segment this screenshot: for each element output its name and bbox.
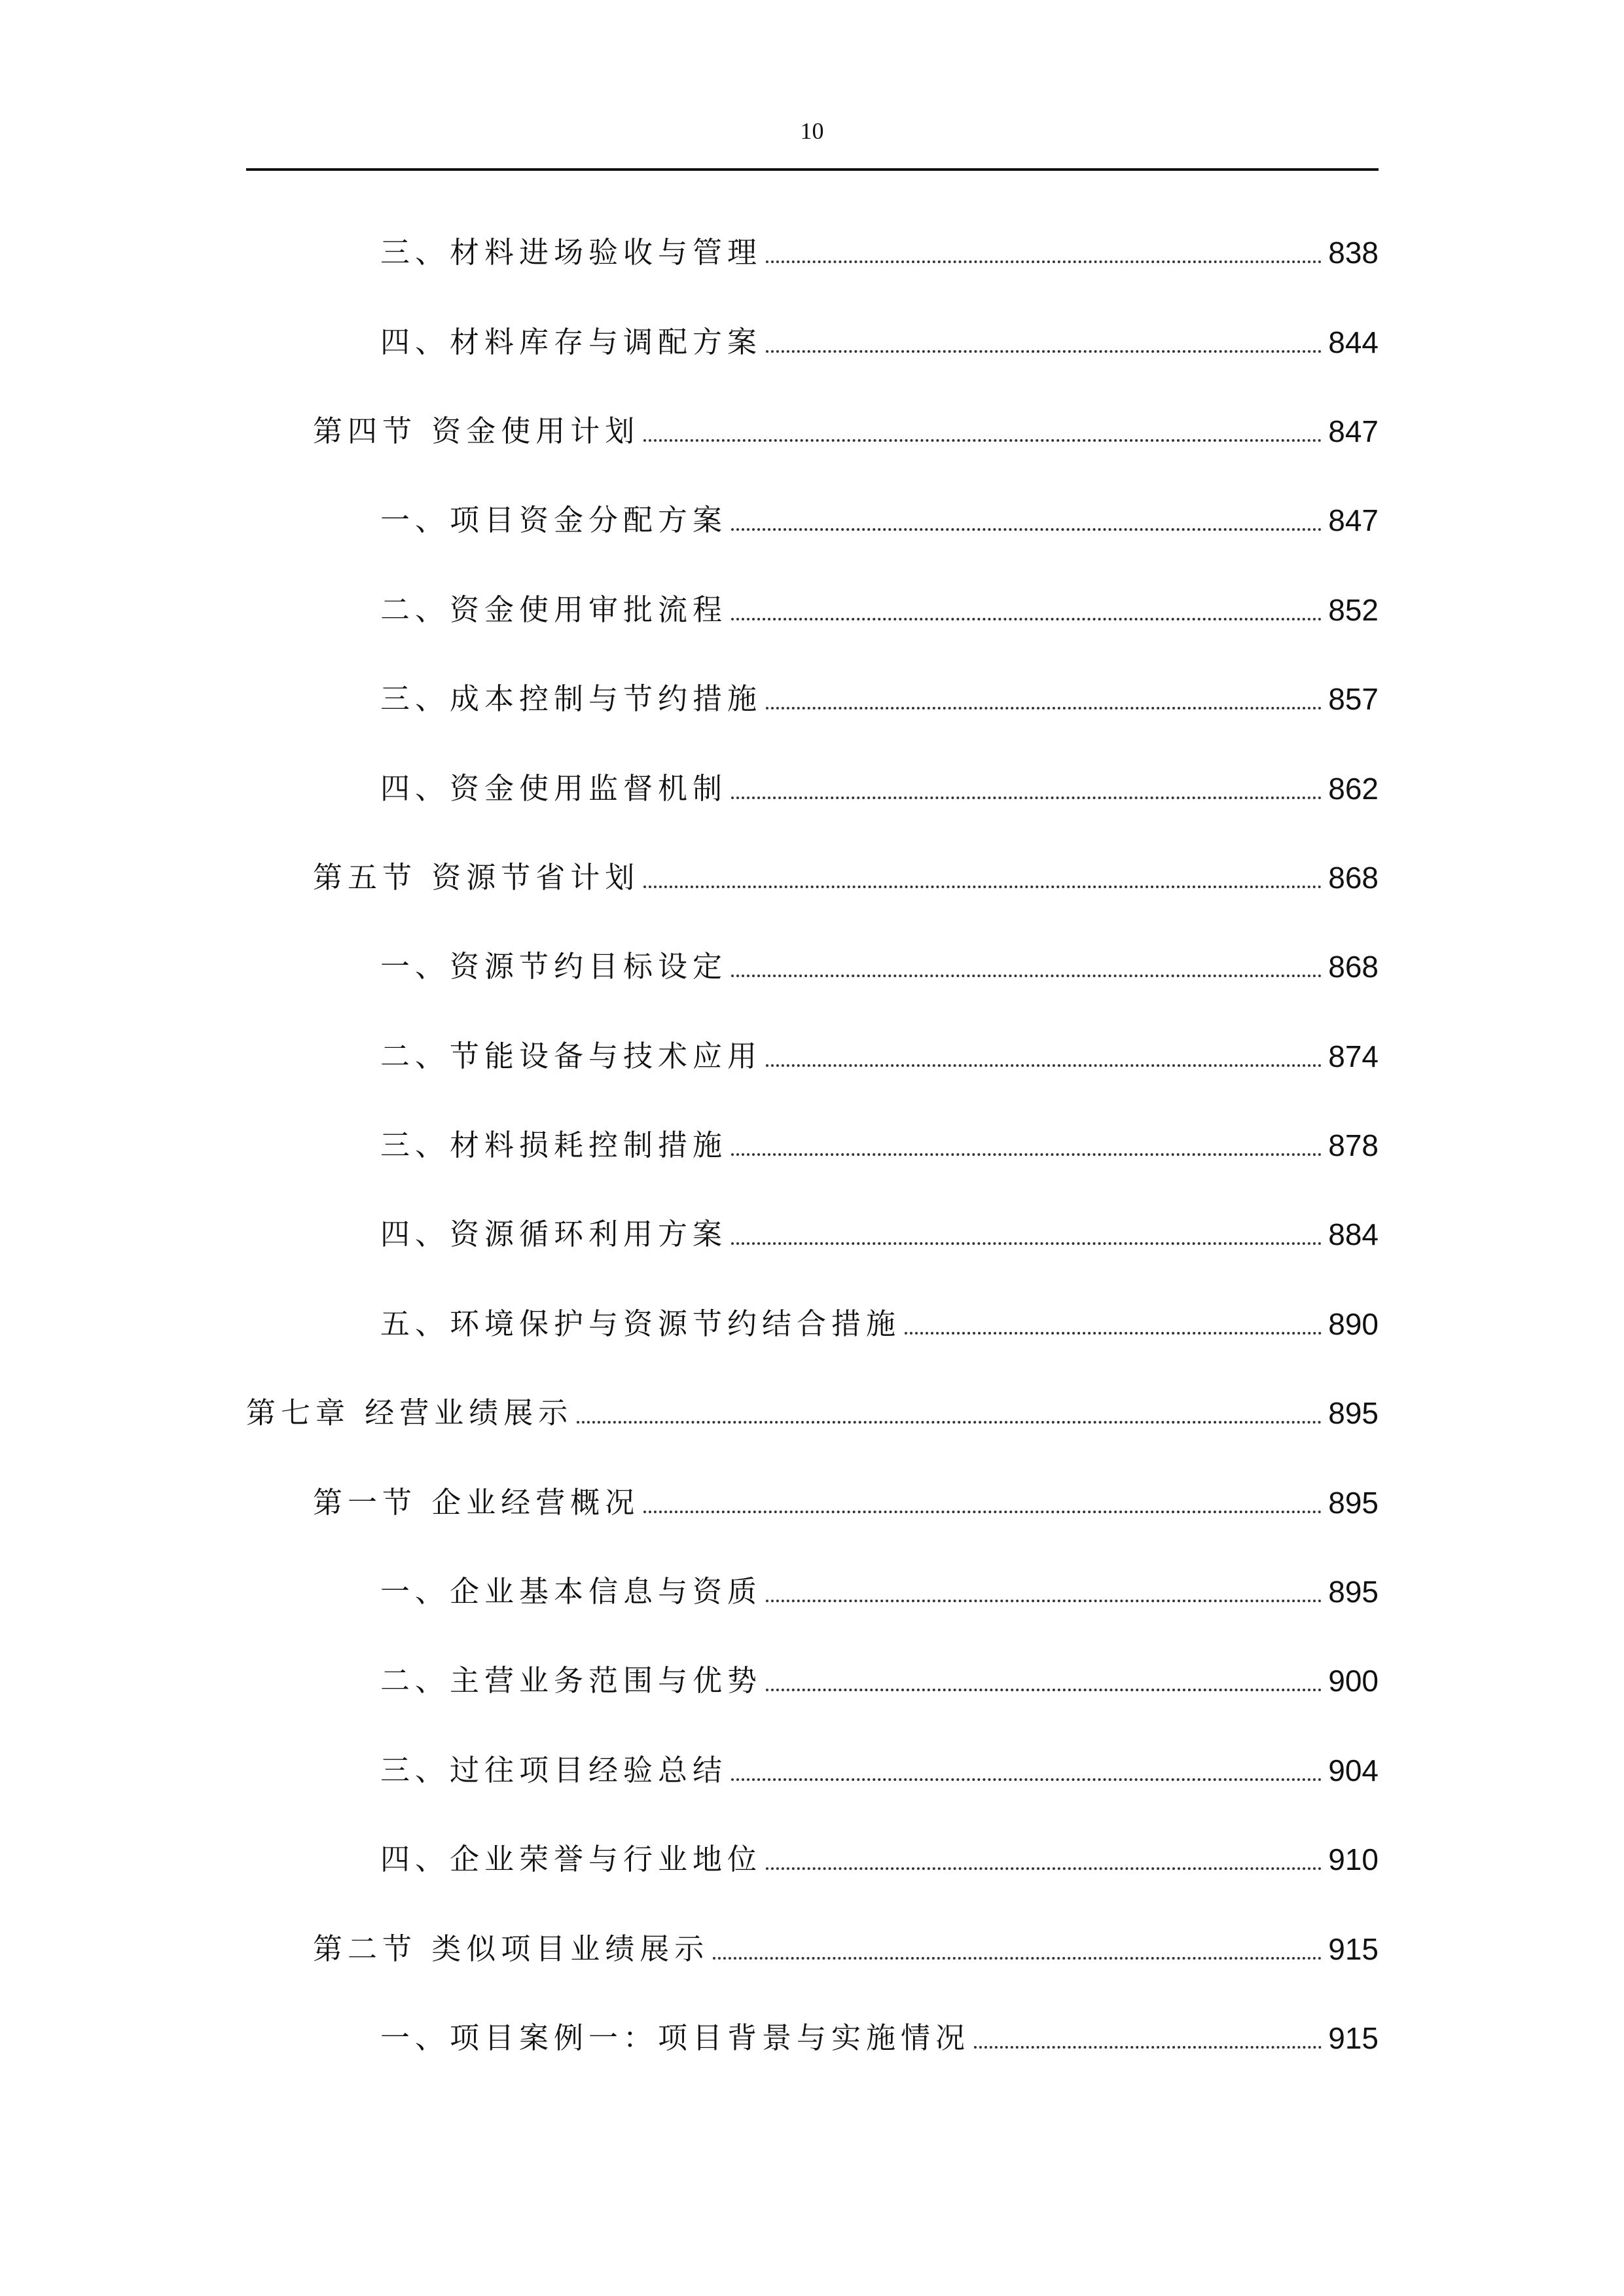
toc-entry-title: 三、成本控制与节约措施 [380, 681, 763, 717]
toc-entry-title: 四、材料库存与调配方案 [380, 324, 763, 359]
toc-entry-page: 900 [1328, 1664, 1379, 1698]
toc-entry-page: 895 [1328, 1575, 1379, 1609]
toc-dot-leader [766, 350, 1322, 353]
toc-dot-leader [766, 707, 1322, 709]
toc-dot-leader [905, 1332, 1322, 1335]
toc-entry-title: 三、过往项目经验总结 [380, 1752, 728, 1787]
toc-entry[interactable] [246, 1904, 1379, 1993]
toc-entry[interactable] [246, 208, 1379, 297]
toc-entry-page: 838 [1328, 236, 1379, 270]
toc-entry[interactable] [246, 1280, 1379, 1369]
toc-entry-page: 910 [1328, 1842, 1379, 1877]
toc-entry[interactable] [246, 1369, 1379, 1458]
toc-dot-leader [731, 618, 1322, 620]
toc-entry[interactable] [246, 476, 1379, 565]
toc-dot-leader [766, 1689, 1322, 1691]
toc-entry[interactable] [246, 1994, 1379, 2083]
toc-entry-page: 915 [1328, 2021, 1379, 2055]
toc-entry[interactable] [246, 387, 1379, 476]
toc-entry-title: 第七章 经营业绩展示 [246, 1395, 573, 1431]
toc-entry-title: 一、项目案例一：项目背景与实施情况 [380, 2020, 971, 2055]
toc-entry[interactable] [246, 922, 1379, 1011]
toc-entry-page: 847 [1328, 414, 1379, 448]
toc-dot-leader [643, 1511, 1322, 1513]
toc-entry-title: 一、企业基本信息与资质 [380, 1574, 763, 1609]
header-rule [246, 168, 1379, 171]
toc-entry[interactable] [246, 1636, 1379, 1725]
toc-entry-page: 904 [1328, 1753, 1379, 1787]
toc-entry-page: 862 [1328, 771, 1379, 806]
toc-entry-page: 868 [1328, 860, 1379, 895]
toc-entry-page: 915 [1328, 1931, 1379, 1966]
toc-entry[interactable] [246, 1726, 1379, 1815]
toc-entry-page: 890 [1328, 1306, 1379, 1341]
toc-entry-title: 一、项目资金分配方案 [380, 503, 728, 538]
toc-entry[interactable] [246, 1547, 1379, 1636]
toc-entry-page: 852 [1328, 592, 1379, 627]
toc-dot-leader [731, 797, 1322, 799]
toc-entry[interactable] [246, 1458, 1379, 1547]
toc-entry[interactable] [246, 1101, 1379, 1190]
toc-dot-leader [766, 1600, 1322, 1602]
toc-dot-leader [766, 1867, 1322, 1870]
toc-entry-title: 三、材料损耗控制措施 [380, 1128, 728, 1163]
toc-entry-title: 五、环境保护与资源节约结合措施 [380, 1306, 901, 1341]
toc-entry-page: 895 [1328, 1485, 1379, 1520]
toc-entry-title: 第四节 资金使用计划 [313, 413, 640, 448]
toc-entry-page: 844 [1328, 325, 1379, 359]
toc-dot-leader [731, 975, 1322, 977]
toc-entry[interactable] [246, 1190, 1379, 1279]
toc-entry-title: 第五节 资源节省计划 [313, 859, 640, 895]
toc-entry-title: 四、资源循环利用方案 [380, 1217, 728, 1252]
toc-entry-title: 一、资源节约目标设定 [380, 949, 728, 984]
toc-entry-page: 847 [1328, 503, 1379, 538]
toc-entry-page: 868 [1328, 950, 1379, 984]
toc-entry-title: 二、资金使用审批流程 [380, 592, 728, 627]
toc-entry[interactable] [246, 297, 1379, 386]
toc-dot-leader [731, 1778, 1322, 1781]
toc-dot-leader [766, 1064, 1322, 1067]
toc-entry[interactable] [246, 565, 1379, 655]
toc-dot-leader [731, 1153, 1322, 1156]
toc-dot-leader [577, 1421, 1322, 1424]
toc-entry-page: 878 [1328, 1128, 1379, 1163]
toc-entry-page: 857 [1328, 682, 1379, 717]
toc-dot-leader [731, 528, 1322, 531]
toc-entry[interactable] [246, 744, 1379, 833]
toc-entry-title: 四、资金使用监督机制 [380, 770, 728, 806]
toc-entry[interactable] [246, 1012, 1379, 1101]
toc-entry[interactable] [246, 655, 1379, 744]
toc-entry-title: 二、节能设备与技术应用 [380, 1038, 763, 1073]
toc-dot-leader [643, 439, 1322, 442]
toc-entry-page: 895 [1328, 1396, 1379, 1431]
toc-entry-page: 884 [1328, 1217, 1379, 1252]
toc-entry-title: 四、企业荣誉与行业地位 [380, 1842, 763, 1877]
toc-dot-leader [766, 260, 1322, 263]
toc-dot-leader [713, 1957, 1322, 1960]
toc-entry-title: 第一节 企业经营概况 [313, 1484, 640, 1520]
toc-entry-title: 第二节 类似项目业绩展示 [313, 1931, 710, 1966]
toc-dot-leader [643, 886, 1322, 888]
toc-entry-title: 二、主营业务范围与优势 [380, 1663, 763, 1698]
toc-entry[interactable] [246, 833, 1379, 922]
toc-entry-title: 三、材料进场验收与管理 [380, 235, 763, 270]
toc-entry[interactable] [246, 1815, 1379, 1904]
toc-dot-leader [731, 1242, 1322, 1245]
table-of-contents [246, 208, 1379, 2083]
page-number: 10 [800, 118, 824, 144]
toc-entry-page: 874 [1328, 1039, 1379, 1073]
toc-dot-leader [974, 2046, 1322, 2049]
